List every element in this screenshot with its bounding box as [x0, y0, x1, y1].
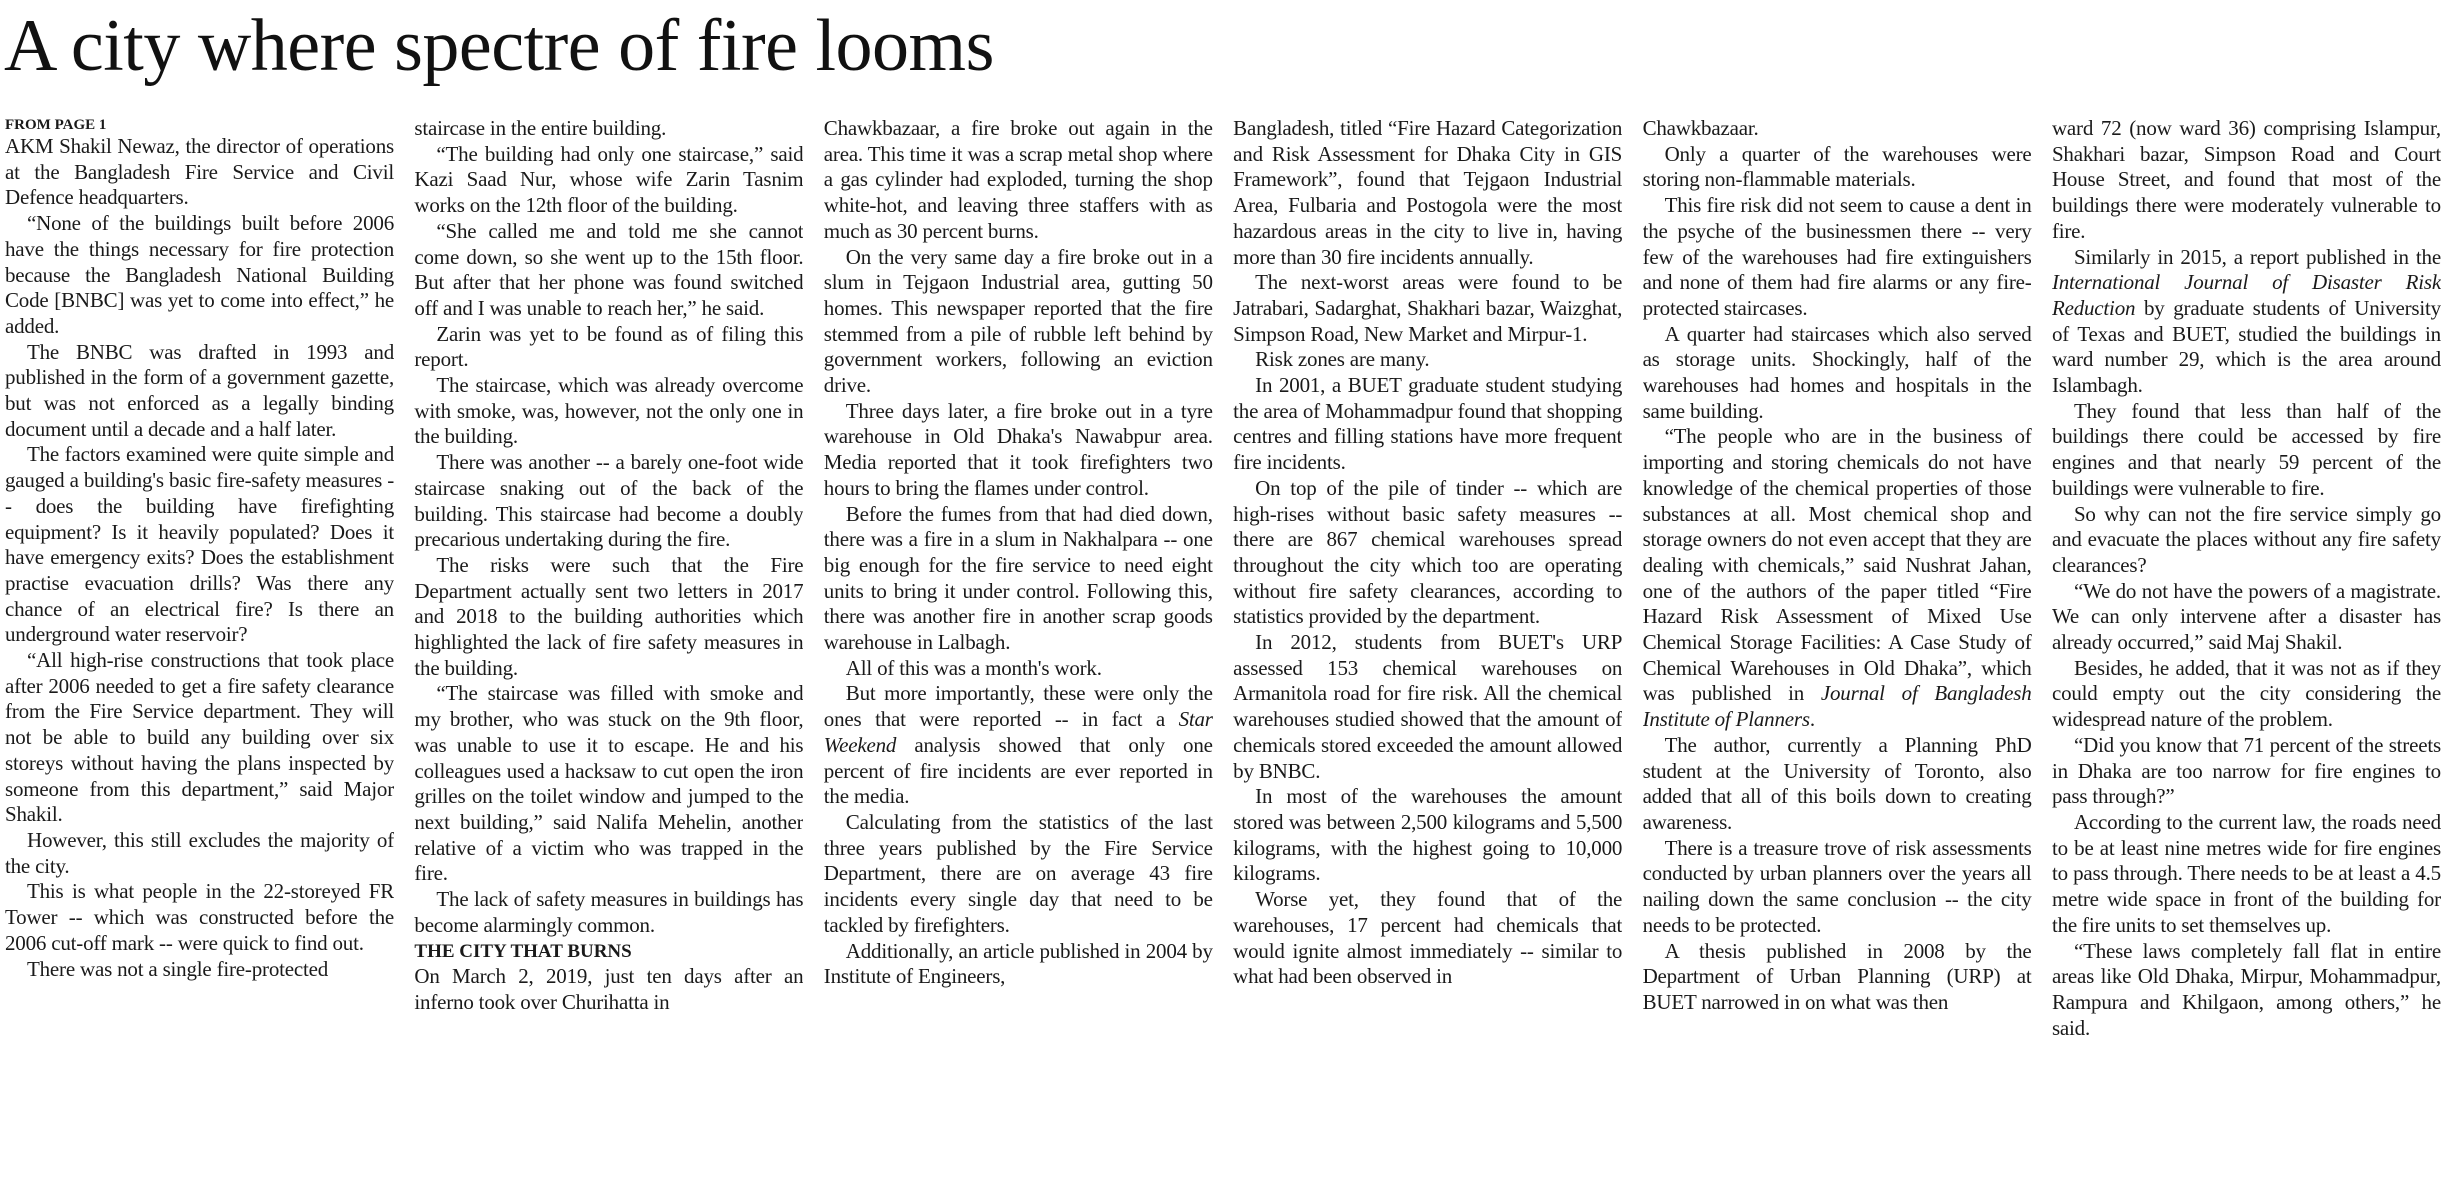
paragraph: The lack of safety measures in buildings has become alarmingly common.	[414, 887, 804, 937]
paragraph: Risk zones are many.	[1255, 347, 1430, 372]
italic-title: International Journal of Disaster Risk Reduction	[2051, 270, 2441, 320]
paragraph: Three days later, a fire broke out in a tyre warehouse in Old Dhaka's Nawabpur area. Media reported that it took firefighters two hours to bring the flames under control.	[823, 398, 1213, 500]
paragraph: This fire risk did not seem to cause a dent in the psyche of the businessmen there -- very few of the warehouses had fire extinguishers and none of them had fire alarms or any fire-protected staircases.	[1642, 193, 2032, 320]
column-1	[5, 116, 394, 1188]
paragraph: But more importantly, these were only the ones that were reported -- in fact a Star Weekend analysis showed that only one percent of fire incidents are ever reported in the media.	[823, 681, 1213, 809]
italic-title: Journal of Bangladesh Institute of Planners	[1642, 681, 2032, 732]
paragraph: A thesis published in 2008 by the Department of Urban Planning (URP) at BUET narrowed in on what was then	[1642, 938, 2032, 1014]
paragraph: So why can not the fire service simply go and evacuate the places without any fire safety clearances?	[2051, 501, 2441, 577]
paragraph: Worse yet, they found that of the warehouses, 17 percent had chemicals that would ignite almost immediately -- similar to what had been observed in	[1233, 887, 1623, 989]
paragraph: Similarly in 2015, a report published in the International Journal of Disaster Risk Reduction by graduate students of University of Texas and BUET, studied the buildings in ward number 29, which is the area around Islambagh.	[2051, 244, 2441, 398]
paragraph: ward 72 (now ward 36) comprising Islampur, Shakhari bazar, Simpson Road and Court House Street, and found that most of the buildings there were moderately vulnerable to fire.	[2051, 116, 2441, 243]
paragraph: AKM Shakil Newaz, the director of operations at the Bangladesh Fire Service and Civil Defence headquarters.	[5, 134, 394, 210]
paragraph: The next-worst areas were found to be Jatrabari, Sadarghat, Shakhari bazar, Waizghat, Simpson Road, New Market and Mirpur-1.	[1233, 270, 1623, 346]
paragraph: The staircase, which was already overcome with smoke, was, however, not the only one in the building.	[414, 373, 804, 449]
paragraph: “She called me and told me she cannot come down, so she went up to the 15th floor. But after that her phone was found switched off and I was unable to reach her,” he said.	[414, 218, 804, 320]
kicker: FROM PAGE 1	[5, 117, 107, 133]
paragraph: However, this still excludes the majority of the city.	[5, 827, 394, 878]
paragraph: The factors examined were quite simple and gauged a building's basic fire-safety measures -- does the building have firefighting equipment? Is it heavily populated? Does it have emergency exits? Does the establishment practise evacuation drills? Was there any chance of an electrical fire? Is there an underground water reservoir?	[5, 442, 394, 647]
paragraph: The BNBC was drafted in 1993 and published in the form of a government gazette, but was not enforced as a legally binding document until a decade and a half later.	[5, 339, 394, 441]
article-body	[5, 116, 2441, 1188]
paragraph: Bangladesh, titled “Fire Hazard Categorization and Risk Assessment for Dhaka City in GIS Framework”, found that Tejgaon Industrial Area, Fulbaria and Postogola were the most hazardous areas in the city to live in, having more than 30 fire incidents annually.	[1233, 116, 1623, 269]
article-title: A city where spectre of fire looms	[4, 5, 994, 87]
paragraph: On top of the pile of tinder -- which are high-rises without basic safety measures -- there are 867 chemical warehouses spread throughout the city which too are operating without fire safety clearances, according to statistics provided by the department.	[1233, 475, 1623, 629]
paragraph: In 2001, a BUET graduate student studying the area of Mohammadpur found that shopping centres and filling stations have more frequent fire incidents.	[1233, 373, 1623, 475]
italic-title: Star Weekend	[823, 707, 1213, 757]
paragraph: The risks were such that the Fire Department actually sent two letters in 2017 and 2018 to the building authorities which highlighted the lack of fire safety measures in the building.	[414, 552, 804, 680]
paragraph: Calculating from the statistics of the last three years published by the Fire Service Department, there are on average 43 fire incidents every single day that need to be tackled by firefighters.	[823, 809, 1213, 937]
paragraph: Chawkbazaar, a fire broke out again in the area. This time it was a scrap metal shop where a gas cylinder had exploded, turning the shop white-hot, and leaving three staffers with as much as 30 percent burns.	[823, 116, 1213, 243]
column-5	[1643, 116, 2032, 1188]
paragraph: In 2012, students from BUET's URP assessed 153 chemical warehouses on Armanitola road for fire risk. All the chemical warehouses studied showed that the amount of chemicals stored exceeded the amount allowed by BNBC.	[1233, 630, 1623, 783]
paragraph: There was not a single fire-protected	[27, 956, 329, 981]
column-6	[2052, 116, 2441, 1188]
paragraph: Zarin was yet to be found as of filing this report.	[414, 321, 804, 372]
paragraph: “These laws completely fall flat in entire areas like Old Dhaka, Mirpur, Mohammadpur, Rampura and Khilgaon, among others,” he said.	[2051, 938, 2441, 1040]
column-4	[1233, 116, 1622, 1188]
paragraph: There is a treasure trove of risk assessments conducted by urban planners over the years all nailing down the same conclusion -- the city needs to be protected.	[1642, 835, 2032, 937]
paragraph: Additionally, an article published in 2004 by Institute of Engineers,	[823, 938, 1213, 989]
paragraph: On March 2, 2019, just ten days after an inferno took over Churihatta in	[414, 964, 804, 1014]
paragraph: Only a quarter of the warehouses were storing non-flammable materials.	[1642, 141, 2032, 192]
paragraph: Before the fumes from that had died down, there was a fire in a slum in Nakhalpara -- one big enough for the fire service to need eight units to bring it under control. Following this, there was another fire in another scrap goods warehouse in Lalbagh.	[823, 501, 1213, 655]
paragraph: They found that less than half of the buildings there could be accessed by fire engines and that nearly 59 percent of the buildings were vulnerable to fire.	[2051, 398, 2441, 500]
paragraph: All of this was a month's work.	[845, 655, 1102, 680]
paragraph: According to the current law, the roads need to be at least nine metres wide for fire engines to pass through. There needs to be at least a 4.5 metre wide space in front of the building for the fire units to set themselves up.	[2051, 809, 2441, 937]
paragraph: This is what people in the 22-storeyed FR Tower -- which was constructed before the 2006 cut-off mark -- were quick to find out.	[5, 879, 394, 955]
paragraph: The author, currently a Planning PhD student at the University of Toronto, also added that all of this boils down to creating awareness.	[1642, 732, 2032, 834]
column-3	[824, 116, 1213, 1188]
paragraph: “The building had only one staircase,” said Kazi Saad Nur, whose wife Zarin Tasnim works on the 12th floor of the building.	[414, 141, 804, 218]
paragraph: Chawkbazaar.	[1642, 116, 1759, 140]
paragraph: “We do not have the powers of a magistrate. We can only intervene after a disaster has already occurred,” said Maj Shakil.	[2051, 578, 2441, 655]
paragraph: “All high-rise constructions that took place after 2006 needed to get a fire safety clearance from the Fire Service department. They will not be able to build any building over six storeys without having the plans inspected by someone from this department,” said Major Shakil.	[5, 648, 394, 827]
paragraph: “None of the buildings built before 2006 have the things necessary for fire protection because the Bangladesh National Building Code [BNBC] was yet to come into effect,” he added.	[5, 211, 394, 338]
paragraph: A quarter had staircases which also served as storage units. Shockingly, half of the warehouses had homes and hospitals in the same building.	[1642, 321, 2032, 423]
paragraph: staircase in the entire building.	[414, 116, 667, 140]
subheading: THE CITY THAT BURNS	[414, 940, 632, 962]
paragraph: “The people who are in the business of importing and storing chemicals do not have knowledge of the chemical properties of those substances at all. Most chemical shop and storage owners do not even accept that they are dealing with chemicals,” said Nushrat Jahan, one of the authors of the paper titled “Fire Hazard Risk Assessment of Mixed Use Chemical Storage Facilities: A Case Study of Chemical Warehouses in Old Dhaka”, which was published in Journal of Bangladesh Institute of Planners.	[1642, 424, 2032, 732]
paragraph: On the very same day a fire broke out in a slum in Tejgaon Industrial area, gutting 50 homes. This newspaper reported that the fire stemmed from a pile of rubble left behind by government workers, following an eviction drive.	[823, 244, 1213, 398]
paragraph: There was another -- a barely one-foot wide staircase snaking out of the back of the building. This staircase had become a doubly precarious undertaking during the fire.	[414, 450, 804, 552]
paragraph: “Did you know that 71 percent of the streets in Dhaka are too narrow for fire engines to pass through?”	[2051, 732, 2441, 809]
column-2	[414, 116, 803, 1188]
paragraph: “The staircase was filled with smoke and my brother, who was stuck on the 9th floor, was unable to use it to escape. He and his colleagues used a hacksaw to cut open the iron grilles on the toilet window and jumped to the next building,” said Nalifa Mehelin, another relative of a victim who was trapped in the fire.	[414, 681, 804, 886]
paragraph: Besides, he added, that it was not as if they could empty out the city considering the widespread nature of the problem.	[2051, 655, 2441, 732]
paragraph: In most of the warehouses the amount stored was between 2,500 kilograms and 5,500 kilograms, with the highest going to 10,000 kilograms.	[1233, 784, 1623, 886]
